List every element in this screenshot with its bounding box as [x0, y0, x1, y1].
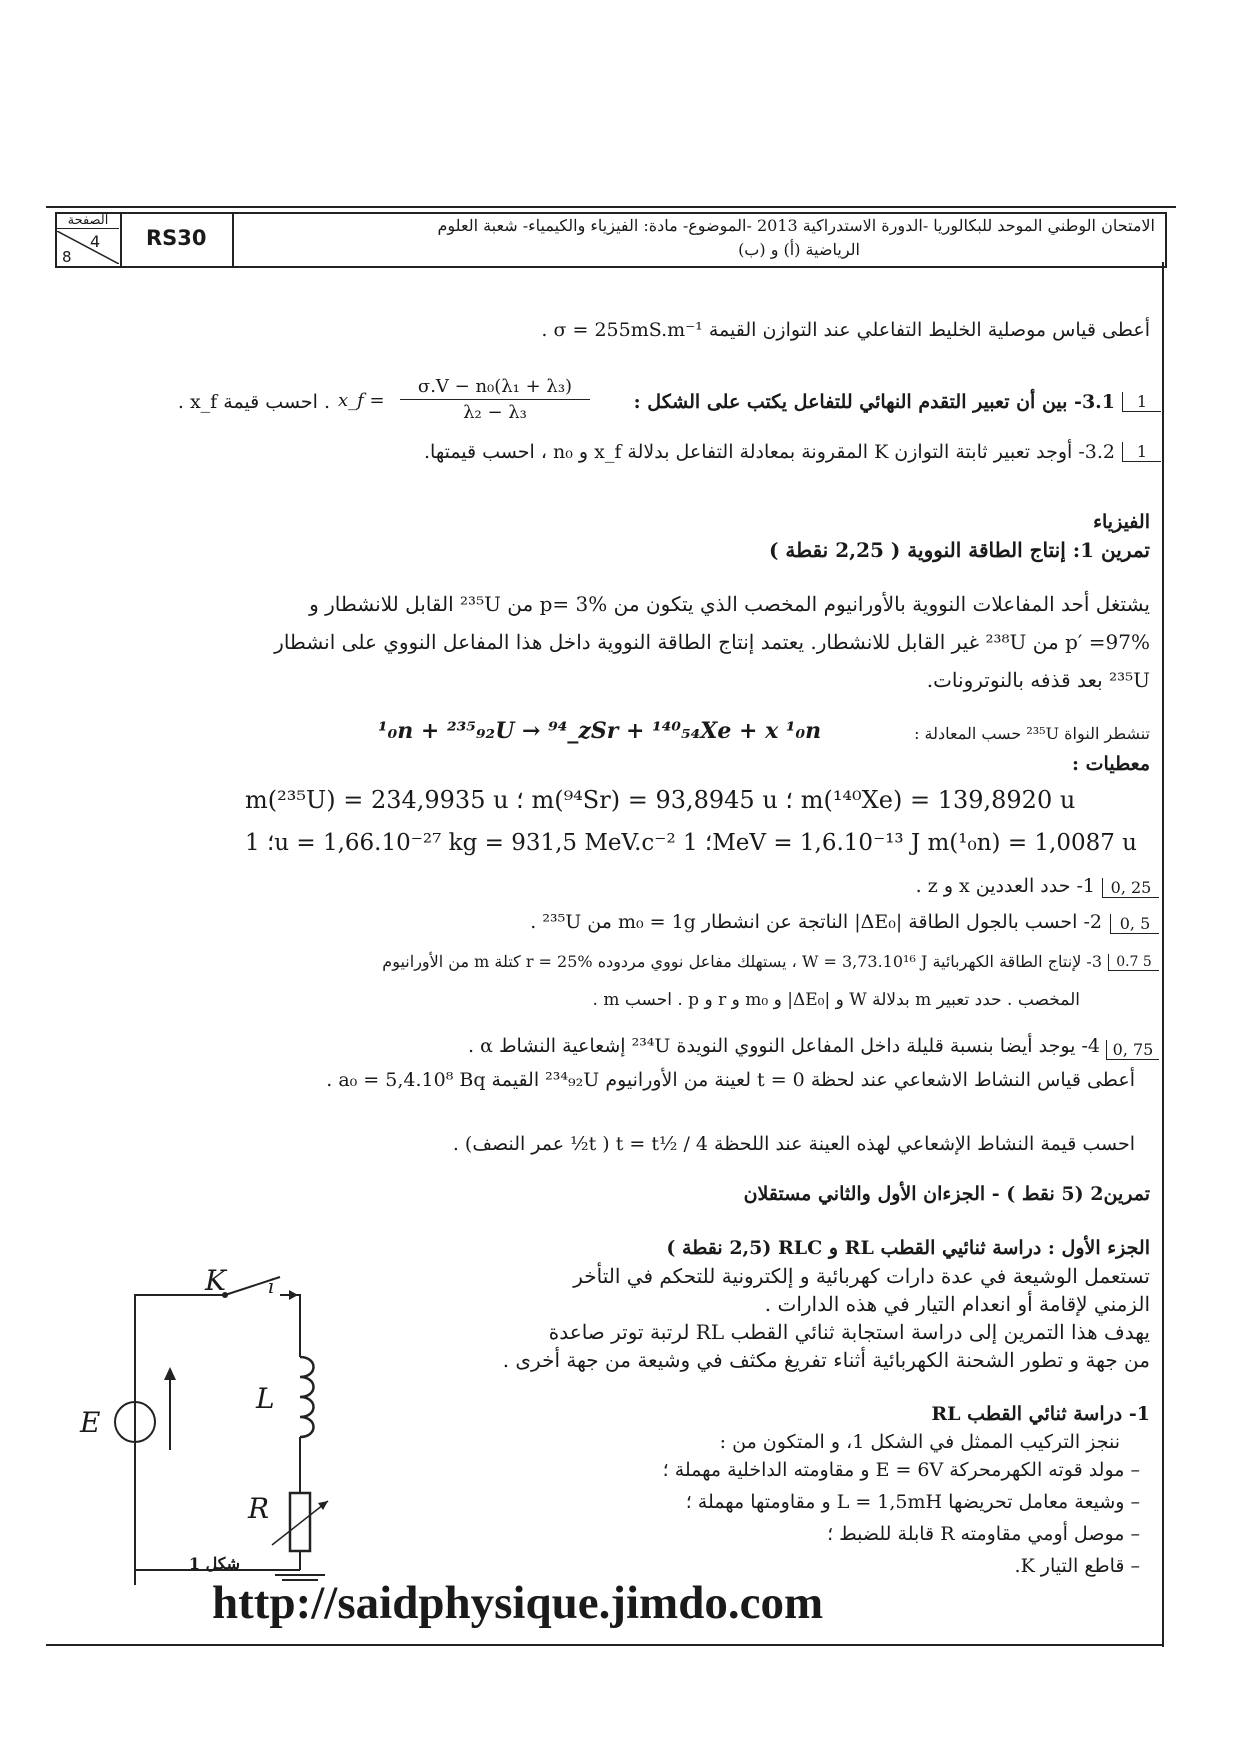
part1-paragraph-line4: من جهة و تطور الشحنة الكهربائية أثناء تفريغ مكثف في وشيعة من جهة أخرى . [502, 1348, 1150, 1372]
ex1-paragraph-line1: يشتغل أحد المفاعلات النووية بالأورانيوم المخصب الذي يتكون من p= 3% من ²³⁵U القابل للانشطار و [309, 592, 1150, 616]
circuit-label-R: R [248, 1492, 270, 1525]
q31-points: 1 [1122, 392, 1161, 412]
q4-text-line2: أعطى قياس النشاط الاشعاعي عند لحظة t = 0 لعينة من الأورانيوم ²³⁴₉₂U القيمة a₀ = 5,4.10⁸ Bq . [326, 1069, 1135, 1091]
conductivity-text [200, 316, 1150, 344]
section1-item-2: – وشيعة معامل تحريضها L = 1,5mH و مقاومتها مهملة ؛ [685, 1491, 1140, 1513]
fission-intro: تنشطر النواة ²³⁵U حسب المعادلة : [914, 724, 1150, 743]
circuit-label-L: L [256, 1382, 275, 1415]
q31-formula-denominator: λ₂ − λ₃ [463, 402, 527, 423]
part1-title: الجزء الأول : دراسة ثنائيي القطب RL و RLC (2,5 نقطة ) [666, 1237, 1150, 1259]
circuit-label-E: E [80, 1406, 101, 1439]
exam-code: RS30 [146, 226, 207, 250]
voltage-arrowhead [164, 1367, 176, 1380]
q4-text-line3: احسب قيمة النشاط الإشعاعي لهذه العينة عند اللحظة t = t½ / 4 ( t½ عمر النصف) . [452, 1133, 1135, 1155]
page-total: 8 [62, 248, 72, 266]
q31-end: . احسب قيمة x_f . [177, 391, 330, 413]
section1-item-4: – قاطع التيار K. [1014, 1555, 1140, 1577]
exercise2-title: تمرين2 (5 نقط ) - الجزءان الأول والثاني مستقلان [743, 1183, 1150, 1205]
data-line-2: ؛ 1u = 1,66.10⁻²⁷ kg = 931,5 MeV.c⁻² ؛ 1MeV = 1,6.10⁻¹³ J m(¹₀n) = 1,0087 u [245, 830, 1137, 856]
circuit-top-wire [285, 1295, 300, 1357]
circuit-left-wire [135, 1295, 225, 1585]
exam-title-line1: الامتحان الوطني الموحد للبكالوريا -الدورة الاستدراكية 2013 -الموضوع- مادة: الفيزياء والكيمياء- شعبة العلوم [437, 216, 1155, 235]
section1-title: 1- دراسة ثنائي القطب RL [931, 1403, 1150, 1425]
conductivity-value: σ = 255mS.m⁻¹ . [541, 319, 703, 341]
q31-formula [400, 376, 590, 423]
header-divider-1 [120, 212, 122, 266]
conductivity-intro: أعطى قياس موصلية الخليط التفاعلي عند التوازن القيمة [708, 319, 1150, 341]
exercise1-title: تمرين 1: إنتاج الطاقة النووية ( 2,25 نقطة ) [769, 538, 1150, 562]
resistor-arrowhead [318, 1501, 328, 1510]
part1-paragraph-line3: يهدف هذا التمرين إلى دراسة استجابة ثنائي القطب RL لرتبة توتر صاعدة [548, 1320, 1150, 1344]
q3-text-line1: 3- لإنتاج الطاقة الكهربائية W = 3,73.10¹⁶ J ، يستهلك مفاعل نووي مردوده r = 25% كتلة m من الأورانيوم [382, 952, 1102, 971]
physics-heading: الفيزياء [1093, 511, 1150, 533]
ex1-paragraph-line3: ²³⁵U بعد قذفه بالنوترونات. [926, 668, 1150, 692]
q2-text: 2- احسب بالجول الطاقة |ΔE₀| الناتجة عن انشطار m₀ = 1g من ²³⁵U . [530, 911, 1102, 933]
circuit-label-K: K [205, 1264, 226, 1297]
right-margin-line [1162, 262, 1164, 1647]
inductor-L [300, 1357, 314, 1437]
q3-text-line2: المخصب . حدد تعبير m بدلالة W و |ΔE₀| و m₀ و r و p . احسب m . [592, 990, 1080, 1010]
section1-intro: ننجز التركيب الممثل في الشكل 1، و المتكون من : [719, 1431, 1120, 1453]
part1-paragraph-line1: تستعمل الوشيعة في عدة دارات كهربائية و إلكترونية للتحكم في التأخر [573, 1264, 1150, 1288]
q1-text: 1- حدد العددين x و z . [915, 875, 1095, 897]
bottom-rule [46, 1644, 1164, 1646]
header-divider-2 [232, 212, 234, 266]
part1-paragraph-line2: الزمني لإقامة أو انعدام التيار في هذه الدارات . [764, 1292, 1150, 1316]
circuit-label-i: i [268, 1274, 275, 1298]
website-url[interactable]: http://saidphysique.jimdo.com [212, 1577, 824, 1629]
q31-formula-numerator: σ.V − n₀(λ₁ + λ₃) [400, 376, 590, 400]
resistor-variable-arrow [272, 1501, 328, 1545]
section1-item-3: – موصل أومي مقاومته R قابلة للضبط ؛ [827, 1523, 1140, 1545]
q32-points: 1 [1122, 442, 1161, 462]
section1-item-1: – مولد قوته الكهرمحركة E = 6V و مقاومته الداخلية مهملة ؛ [662, 1459, 1140, 1481]
q4-text-line1: 4- يوجد أيضا بنسبة قليلة داخل المفاعل النووي النويدة ²³⁴U إشعاعية النشاط α . [468, 1035, 1100, 1057]
figure-caption: شكل 1 [188, 1554, 240, 1573]
q32-text: 3.2- أوجد تعبير ثابتة التوازن K المقرونة بمعادلة التفاعل بدلالة x_f و n₀ ، احسب قيمتها. [424, 441, 1115, 463]
circuit-diagram [60, 1265, 350, 1585]
q4-points: 0, 75 [1106, 1040, 1159, 1060]
fission-equation: ¹₀n + ²³⁵₉₂U → ⁹⁴_zSr + ¹⁴⁰₅₄Xe + x ¹₀n [378, 718, 822, 744]
resistor-R [290, 1493, 310, 1551]
data-label: معطيات : [1072, 753, 1150, 775]
q3-points: 0.7 5 [1108, 954, 1159, 971]
q2-points: 0, 5 [1110, 914, 1159, 934]
q31-text: 3.1- بين أن تعبير التقدم النهائي للتفاعل يكتب على الشكل : [633, 391, 1115, 413]
ex1-paragraph-line2: p′ =97% من ²³⁸U غير القابل للانشطار. يعتمد إنتاج الطاقة النووية داخل هذا المفاعل النووي على انشطار [274, 630, 1150, 654]
current-arrowhead [289, 1290, 298, 1300]
q31-formula-lhs: x_f = [338, 390, 385, 411]
data-line-1: m(²³⁵U) = 234,9935 u ؛ m(⁹⁴Sr) = 93,8945 u ؛ m(¹⁴⁰Xe) = 139,8920 u [245, 786, 1076, 814]
top-rule [46, 206, 1176, 208]
q1-points: 0, 25 [1102, 878, 1159, 898]
page-number: 4 [90, 232, 101, 251]
page-label: الصفحة [57, 213, 119, 229]
exam-title-line2: الرياضية (أ) و (ب) [738, 240, 860, 259]
